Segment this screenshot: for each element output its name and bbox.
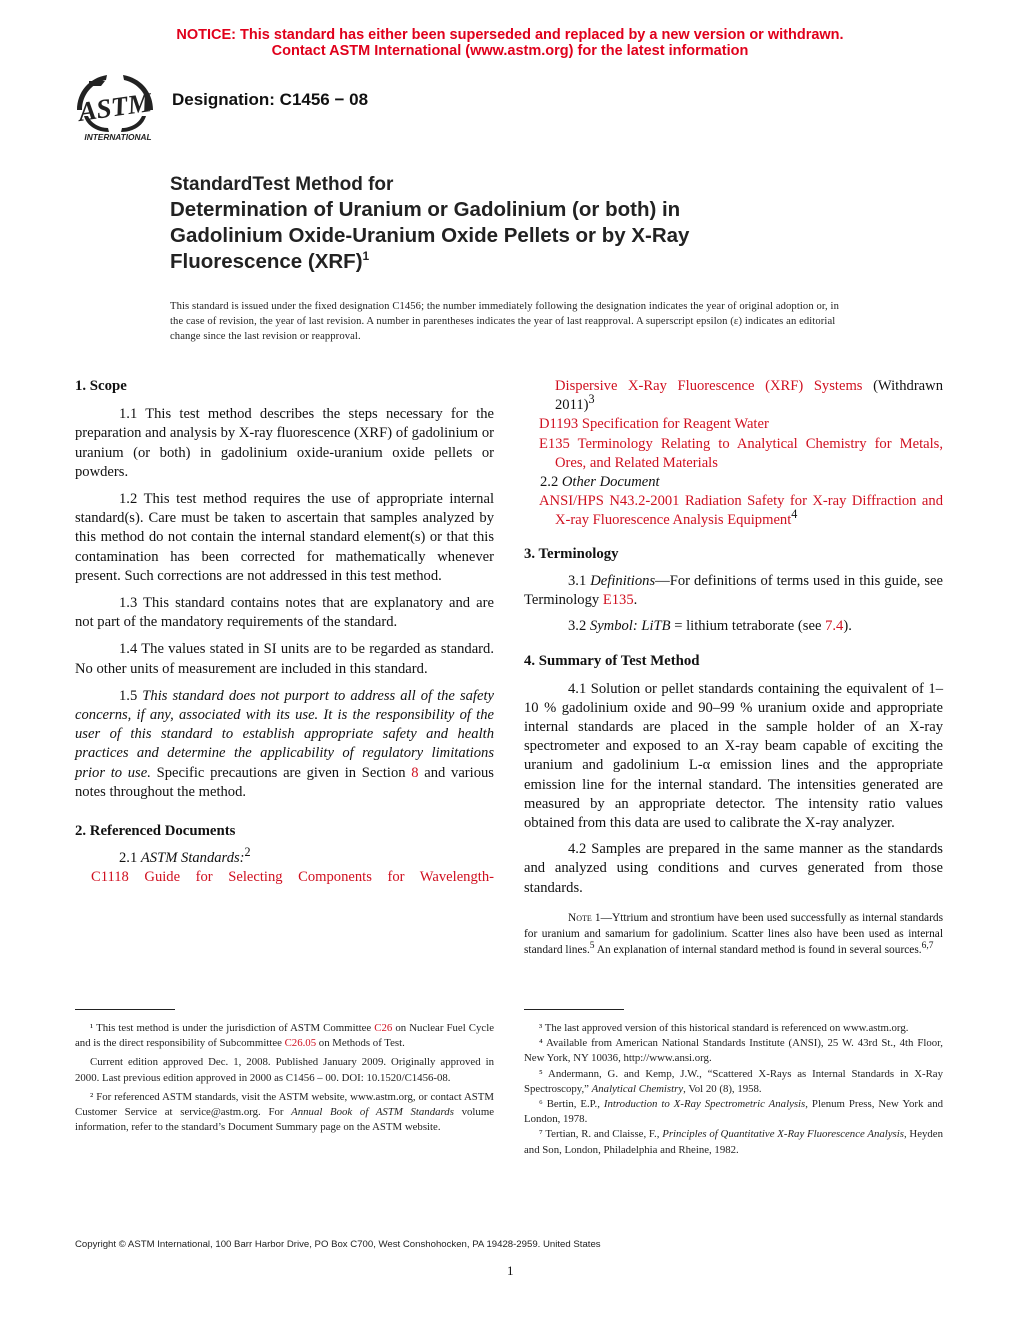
footnote-3: ³ The last approved version of this historical standard is referenced on www.astm.org.: [539, 1022, 909, 1034]
para-4-1: 4.1 Solution or pellet standards containing the equivalent of 1–10 % gadolinium oxide and 90–99 % uranium oxide and appropriate internal standards are placed in the sample holder of an X-ray spectrometer and exposed to an X-ray beam capable of exciting the uranium and gadolinium L-α emission lines and the appropriate emission line for the internal standard. The intensities generated are measured by an appropriate detector. The intensity ratio values obtained from this data are used to calibrate the X-ray analyzer.: [524, 680, 943, 832]
ref-e135[interactable]: E135 Terminology Relating to Analytical Chemistry for Metals, Ores, and Related Materials: [539, 435, 943, 471]
logo-subtitle: INTERNATIONAL: [84, 132, 152, 142]
footnote-1: ¹ This test method is under the jurisdiction of ASTM Committee C26 on Nuclear Fuel Cycle and is the direct responsibility of Subcommittee C26.05 on Methods of Test.: [75, 1022, 494, 1050]
footnote-5: ⁵ Andermann, G. and Kemp, J.W., “Scattered X-Rays as Internal Standards in X-Ray Spectroscopy,” Analytical Chemistry, Vol 20 (8), 1958.: [524, 1067, 943, 1095]
footnote-rule-left: [75, 1009, 175, 1010]
c26-link[interactable]: C26: [374, 1022, 393, 1034]
para-1-2: 1.2 This test method requires the use of appropriate internal standard(s). Care must be taken to ascertain that samples analyzed by this method do not contain the internal standard element(s) or that this contamination has been corrected for mathematically whenever present. Such corrections are not addressed in this test method.: [75, 491, 494, 584]
section-1-heading: 1. Scope: [75, 378, 127, 394]
para-2-2: 2.2 Other Document: [540, 474, 660, 491]
preface-note: This standard is issued under the fixed designation C1456; the number immediately following the designation indicates the year of original adoption or, in the case of revision, the year of last revision. A number in parentheses indicates the year of last reapproval. A superscript epsilon (ε) indicates an editorial change since the last revision or reapproval.: [170, 301, 839, 342]
logo-letters: ASTM: [76, 87, 154, 127]
c26-05-link[interactable]: C26.05: [284, 1037, 317, 1050]
title-line-1: StandardTest Method for: [170, 174, 394, 195]
para-3-2: 3.2 Symbol: LiTB = lithium tetraborate (see 7.4).: [568, 618, 852, 635]
para-1-5: 1.5 This standard does not purport to address all of the safety concerns, if any, associated with its use. It is the responsibility of the user of this standard to establish appropriate safety and health practices and determine the applicability of regulatory limitations prior to use. Specific precautions are given in Section 8 and various notes throughout the method.: [75, 687, 494, 800]
left-column: [75, 377, 494, 888]
para-3-1: 3.1 Definitions—For definitions of terms used in this guide, see Terminology E135.: [524, 572, 944, 609]
ref-ansi[interactable]: ANSI/HPS N43.2-2001 Radiation Safety for X-ray Diffraction and X-ray Fluorescence Analysis Equipment$^4$: [539, 493, 944, 529]
footnote-1-edition: Current edition approved Dec. 1, 2008. Published January 2009. Originally approved in 2000. Last previous edition approved in 2000 as C1456 – 00. DOI: 10.1520/C1456-08.: [75, 1056, 494, 1084]
right-column: [524, 377, 943, 958]
para-1-4: 1.4 The values stated in SI units are to be regarded as standard. No other units of measurement are included in this standard.: [75, 641, 494, 677]
para-1-1: 1.1 This test method describes the steps necessary for the preparation and analysis by X-ray fluorescence (XRF) of gadolinium or uranium (or both) in gadolinium oxide-uranium oxide pellets or powders.: [75, 406, 494, 480]
title-line-4: Fluorescence (XRF)$^1$: [170, 249, 370, 273]
section-8-link[interactable]: 8: [411, 764, 419, 781]
title-line-2: Determination of Uranium or Gadolinium (or both) in: [170, 198, 681, 221]
document-title: [170, 173, 870, 275]
footnotes-left: [75, 1021, 494, 1135]
section-3-heading: 3. Terminology: [524, 545, 619, 562]
title-footnote-ref: 1: [362, 249, 370, 264]
withdrawn-notice: [0, 27, 1020, 59]
para-2-1: 2.1 ASTM Standards:$^2$: [119, 845, 251, 867]
page-number: 1: [507, 1263, 514, 1278]
footnote-4: ⁴ Available from American National Standards Institute (ANSI), 25 W. 43rd St., 4th Floor, New York, NY 10036, http://www.ansi.org.: [524, 1037, 943, 1065]
title-line-3: Gadolinium Oxide-Uranium Oxide Pellets or by X-Ray: [170, 224, 690, 247]
footnote-7: ⁷ Tertian, R. and Claisse, F., Principles of Quantitative X-Ray Fluorescence Analysis, Heyden and Son, London, Philadelphia and Rheine, 1982.: [524, 1128, 943, 1156]
section-7-4-link[interactable]: 7.4: [825, 618, 844, 635]
note-1: Note 1—Yttrium and strontium have been used successfully as internal standards for uranium and samarium for gadolinium. Scatter lines also have been used as internal standard lines.$^5$ An explanation of internal standard method is found in several sources.$^{6,7}$: [524, 911, 943, 956]
astm-logo: [75, 72, 161, 142]
notice-line-1: NOTICE: This standard has either been superseded and replaced by a new version or withdrawn.: [176, 27, 844, 43]
designation: Designation: C1456 − 08: [172, 90, 369, 109]
para-1-3: 1.3 This standard contains notes that are explanatory and are not part of the mandatory requirements of the standard.: [75, 595, 494, 631]
footnote-2: ² For referenced ASTM standards, visit the ASTM website, www.astm.org, or contact ASTM Customer Service at service@astm.org. For Annual Book of ASTM Standards volume information, refer to the standard’s Document Summary page on the ASTM website.: [75, 1090, 495, 1134]
ref-c1118-part2[interactable]: Dispersive X-Ray Fluorescence (XRF) Systems (Withdrawn 2011)$^3$: [555, 378, 943, 414]
footnote-6: ⁶ Bertin, E.P., Introduction to X-Ray Spectrometric Analysis, Plenum Press, New York and London, 1978.: [524, 1098, 943, 1126]
footnote-rule-right: [524, 1009, 624, 1010]
section-2-heading: 2. Referenced Documents: [75, 823, 236, 840]
e135-link[interactable]: E135: [602, 592, 634, 609]
ref-d1193[interactable]: D1193 Specification for Reagent Water: [539, 416, 769, 433]
para-4-2: 4.2 Samples are prepared in the same manner as the standards and analyzed using conditions and curves generated from those standards.: [524, 841, 943, 896]
footnotes-right: [524, 1021, 943, 1158]
copyright-line: Copyright © ASTM International, 100 Barr Harbor Drive, PO Box C700, West Conshohocken, PA 19428-2959. United States: [75, 1239, 601, 1250]
section-4-heading: 4. Summary of Test Method: [524, 653, 700, 670]
notice-line-2: Contact ASTM International (www.astm.org) for the latest information: [271, 43, 749, 59]
ref-c1118-part1[interactable]: C1118 Guide for Selecting Components for Wavelength-: [91, 869, 494, 886]
